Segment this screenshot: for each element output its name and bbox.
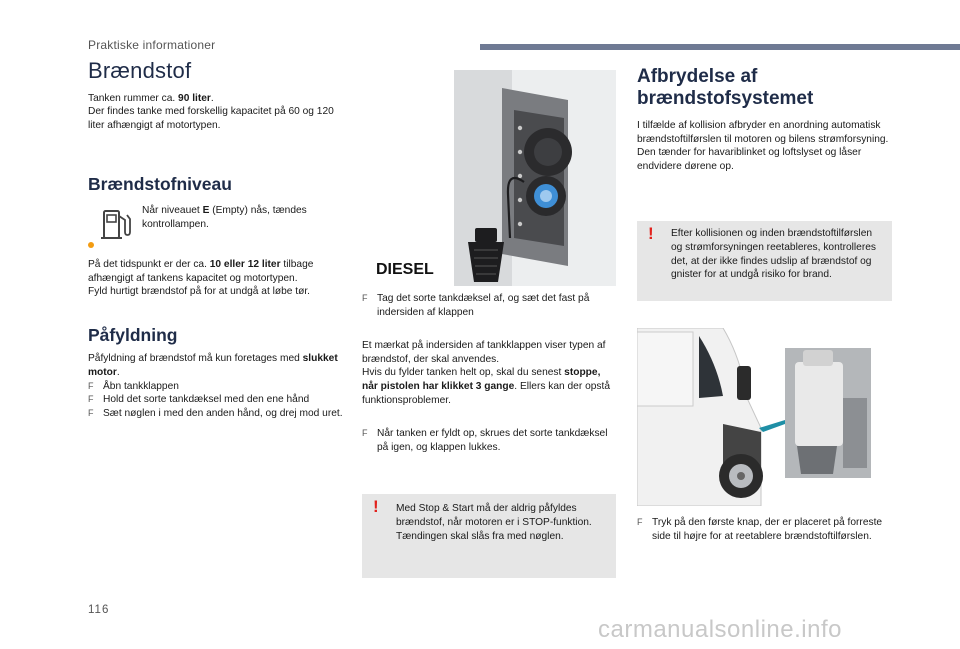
section-title: Praktiske informationer xyxy=(88,38,216,52)
reserve-paragraph: På det tidspunkt er der ca. 10 eller 12 liter tilbage afhængigt af tankens kapacitet og motortypen. Fyld hurtigt brændstof på for at undgå at løbe tør. xyxy=(88,258,314,298)
intro-paragraph: Tanken rummer ca. 90 liter. Der findes tanke med forskellig kapacitet på 60 og 120 liter afhængigt af motortypen. xyxy=(88,92,334,131)
refuelling-steps xyxy=(88,380,343,421)
watermark: carmanualsonline.info xyxy=(598,616,842,643)
cutoff-heading: Afbrydelse af brændstofsystemet xyxy=(637,66,814,109)
list-item: F Hold det sorte tankdæksel med den ene hånd xyxy=(88,393,343,407)
column-middle xyxy=(362,292,616,578)
capacity-value: 90 liter xyxy=(178,92,211,104)
fuel-type-paragraph: Et mærkat på indersiden af tankklappen viser typen af brændstof, der skal anvendes. Hvis du fylder tanken helt op, skal du senest stoppe, når pistolen har klikket 3 gange. Ellers kan der opstå funktionsproblemer. xyxy=(362,340,610,406)
warning-light-indicator xyxy=(88,242,94,248)
list-item: F Tryk på den første knap, der er placeret på forreste side til højre for at reetablere brændstoftilførslen. xyxy=(637,516,892,543)
warning-icon: ! xyxy=(373,497,379,517)
warning-icon: ! xyxy=(648,224,654,244)
refuelling-heading: Påfyldning xyxy=(88,324,178,345)
van-illustration xyxy=(637,328,892,506)
page-number: 116 xyxy=(88,604,110,616)
column-left xyxy=(88,58,343,420)
collision-warning: ! Efter kollisionen og inden brændstoftilførslen og strømforsyningen reetableres, kontrolleres det, at der ikke findes udslip af brændstof og gnister for at undgå risiko for brand. xyxy=(637,221,892,301)
cutoff-paragraph: I tilfælde af kollision afbryder en anordning automatisk brændstoftilførslen til motoren og bilens strømforsyning. Den tænder for havariblinket og loftslyset og låser endvidere dørene op. xyxy=(637,120,889,172)
gauge-warning-text: Når niveauet E (Empty) nås, tændes kontrollampen. xyxy=(142,204,307,230)
fuel-pump-icon xyxy=(98,206,134,242)
page-title: Brændstof xyxy=(88,58,192,83)
van-cutoff-switch-photo xyxy=(637,328,892,506)
list-item: F Åbn tankklappen xyxy=(88,380,343,394)
fuel-gauge-row xyxy=(88,204,343,250)
refuelling-paragraph: Påfyldning af brændstof må kun foretages med slukket motor. xyxy=(88,353,338,378)
stop-start-warning: ! Med Stop & Start må der aldrig påfyldes brændstof, når motoren er i STOP-funktion. Tændingen skal slås fra med nøglen. xyxy=(362,494,616,578)
list-item: F Når tanken er fyldt op, skrues det sorte tankdæksel på igen, og klappen lukkes. xyxy=(362,427,616,454)
header-bar xyxy=(480,44,960,50)
fuel-cap-photo xyxy=(362,70,616,286)
list-item: F Sæt nøglen i med den anden hånd, og drej mod uret. xyxy=(88,407,343,421)
diesel-label: DIESEL xyxy=(376,261,434,278)
pointer-arrow xyxy=(759,420,785,432)
fuel-level-heading: Brændstofniveau xyxy=(88,174,232,195)
column-right xyxy=(637,66,892,301)
list-item: F Tag det sorte tankdæksel af, og sæt det fast på indersiden af klappen xyxy=(362,292,616,319)
fuel-flap-illustration xyxy=(362,70,616,286)
